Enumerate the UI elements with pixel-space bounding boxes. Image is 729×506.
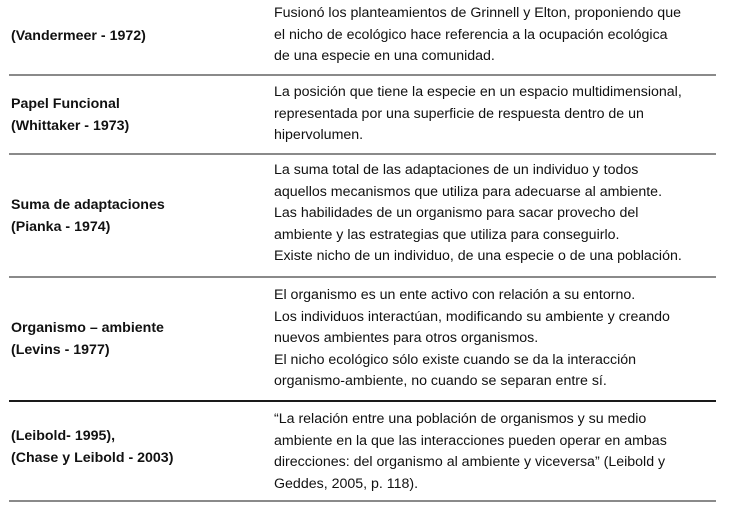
description-line: Geddes, 2005, p. 118). [274, 475, 419, 492]
concept-author: (Whittaker - 1973) [11, 117, 130, 134]
concept-cell [11, 0, 251, 72]
description-line: Los individuos interactúan, modificando su ambiente y creando [274, 308, 670, 325]
concept-author: (Vandermeer - 1972) [11, 28, 146, 44]
description-line: ambiente y las estrategias que utiliza para conseguirlo. [274, 226, 620, 243]
description-line: La suma total de las adaptaciones de un individuo y todos [274, 162, 639, 178]
description-line: aquellos mecanismos que utiliza para adecuarse al ambiente. [274, 183, 663, 200]
table-row [0, 76, 707, 153]
description-line: Existe nicho de un individuo, de una especie o de una población. [274, 248, 682, 265]
description-line: Fusionó los planteamientos de Grinnell y Elton, proponiendo que [274, 5, 681, 21]
description-line: direcciones: del organismo al ambiente y viceversa” (Leibold y [274, 454, 666, 471]
description-line: ambiente en la que las interacciones pueden operar en ambas [274, 432, 667, 449]
table-row [0, 402, 707, 492]
description-line: El organismo es un ente activo con relación a su entorno. [274, 287, 636, 303]
description-line: hipervolumen. [274, 127, 364, 144]
concept-title: Organismo – ambiente [11, 320, 164, 336]
description-line: Las habilidades de un organismo para sacar provecho del [274, 205, 639, 222]
description-line: de una especie en una comunidad. [274, 48, 495, 65]
description-line: El nicho ecológico sólo existe cuando se da la interacción [274, 351, 637, 368]
description-cell [274, 82, 714, 147]
table-row [0, 155, 707, 276]
concept-cell [11, 402, 251, 492]
description-line: representada por una superficie de respuesta dentro de un [274, 105, 644, 122]
description-line: nuevos ambientes para otros organismos. [274, 330, 539, 347]
description-line: La posición que tiene la especie en un espacio multidimensional, [274, 84, 682, 100]
concept-author: (Pianka - 1974) [11, 218, 111, 235]
description-cell [274, 3, 714, 68]
description-line: organismo-ambiente, no cuando se separan entre sí. [274, 373, 607, 390]
concept-title: Papel Funcional [11, 95, 120, 112]
table-source-caption-clipped [0, 502, 729, 506]
description-line: “La relación entre una población de organismos y su medio [274, 411, 647, 427]
description-cell [274, 409, 714, 495]
concept-cell [11, 76, 251, 153]
concept-title: Suma de adaptaciones [11, 196, 165, 213]
description-cell [274, 160, 714, 268]
description-line: el nicho de ecológico hace referencia a la ocupación ecológica [274, 26, 668, 43]
concept-author: (Leibold- 1995), [11, 428, 116, 444]
concept-author: (Chase y Leibold - 2003) [11, 450, 174, 466]
concept-author: (Levins - 1977) [11, 342, 110, 358]
concept-cell [11, 155, 251, 276]
table-row [0, 0, 707, 74]
table-row [0, 278, 707, 400]
description-cell [274, 285, 714, 393]
concept-cell [11, 278, 251, 400]
